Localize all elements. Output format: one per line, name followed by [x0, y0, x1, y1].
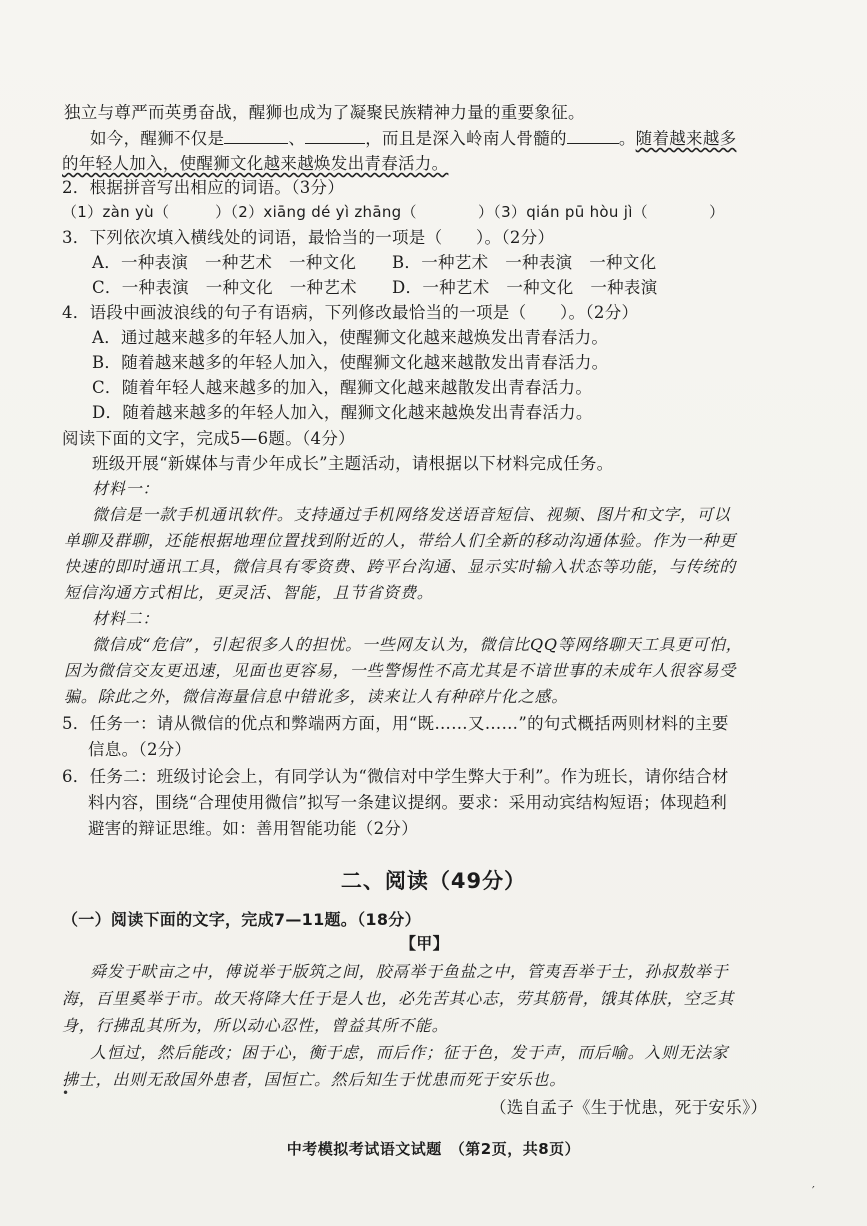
material-1-line-4: 短信沟通方式相比，更灵活、智能，且节省资费。 — [64, 583, 434, 602]
blank-3 — [567, 127, 619, 144]
q4-option-b: B．随着越来越多的年轻人加入，使醒狮文化越来越散发出青春活力。 — [92, 353, 609, 372]
scan-dot: • — [62, 1086, 70, 1100]
q4-option-c: C．随着年轻人越来越多的加入，醒狮文化越来越散发出青春活力。 — [92, 378, 593, 397]
classical-p1-line-3: 身，行拂乱其所为，所以动心忍性，曾益其所不能。 — [62, 1016, 449, 1035]
q5-line-1: 5．任务一：请从微信的优点和弊端两方面，用“既……又……”的句式概括两则材料的主要 — [62, 714, 729, 733]
q3-option-a: A．一种表演 一种艺术 一种文化 — [92, 253, 357, 272]
wavy-sentence-start: 随着越来越多 — [635, 129, 737, 148]
q3-option-b: B．一种艺术 一种表演 一种文化 — [392, 253, 657, 272]
material-2-title: 材料二： — [92, 609, 160, 628]
material-2-line-3: 骗。除此之外，微信海量信息中错讹多，读来让人有种碎片化之感。 — [64, 687, 569, 706]
intro-line-1: 独立与尊严而英勇奋战，醒狮也成为了凝聚民族精神力量的重要象征。 — [64, 103, 585, 122]
passage-source: （选自孟子《生于忧患，死于安乐》） — [490, 1098, 768, 1117]
intro-sep: 、 — [288, 129, 306, 148]
q4-stem: 4．语段中画波浪线的句子有语病，下列修改最恰当的一项是（ ）。（2分） — [62, 303, 639, 322]
q2-items: （1）zàn yù（ ）（2）xiāng dé yì zhāng（ ）（3）qián pū hòu jì（ ） — [62, 203, 725, 221]
q3-option-d: D．一种艺术 一种文化 一种表演 — [392, 278, 658, 297]
material-2-line-1: 微信成“危信”，引起很多人的担忧。一些网友认为，微信比QQ等网络聊天工具更可怕， — [92, 635, 743, 654]
reading56-intro: 班级开展“新媒体与青少年成长”主题活动，请根据以下材料完成任务。 — [92, 454, 614, 473]
blank-1 — [224, 127, 288, 144]
material-1-line-3: 快速的即时通讯工具，微信具有零资费、跨平台沟通、显示实时输入状态等功能，与传统的 — [64, 557, 737, 576]
q2-stem: 2．根据拼音写出相应的词语。（3分） — [62, 178, 345, 197]
classical-p2-line-1: 人恒过，然后能改；困于心，衡于虑，而后作；征于色，发于声，而后喻。入则无法家 — [90, 1043, 729, 1062]
section-2-subheading: （一）阅读下面的文字，完成7—11题。（18分） — [62, 910, 421, 929]
q4-option-a: A．通过越来越多的年轻人加入，使醒狮文化越来越焕发出青春活力。 — [92, 328, 609, 347]
reading56-header: 阅读下面的文字，完成5—6题。（4分） — [62, 429, 355, 448]
q6-line-2: 料内容，围绕“合理使用微信”拟写一条建议提纲。要求：采用动宾结构短语；体现趋利 — [88, 793, 728, 812]
q3-option-c: C．一种表演 一种文化 一种艺术 — [92, 278, 357, 297]
q5-line-2: 信息。（2分） — [88, 740, 192, 759]
wavy-sentence-end: 的年轻人加入，使醒狮文化越来越焕发出青春活力。 — [62, 154, 449, 173]
intro-line-2-a: 如今，醒狮不仅是 — [90, 129, 225, 148]
intro-line-2-c: 。 — [618, 129, 636, 148]
page-footer: 中考模拟考试语文试题 （第2页，共8页） — [286, 1140, 581, 1158]
intro-line-2-b: ，而且是深入岭南人骨髓的 — [365, 129, 567, 148]
q3-stem: 3．下列依次填入横线处的词语，最恰当的一项是（ ）。（2分） — [62, 228, 555, 247]
section-2-title: 二、阅读（49分） — [340, 869, 527, 893]
passage-label-jia: 【甲】 — [400, 934, 449, 953]
material-1-line-1: 微信是一款手机通讯软件。支持通过手机网络发送语音短信、视频、图片和文字，可以 — [92, 505, 731, 524]
blank-2 — [305, 127, 365, 144]
intro-line-2 — [90, 127, 736, 151]
scan-tick: ′ — [812, 1184, 815, 1198]
material-1-line-2: 单聊及群聊，还能根据地理位置找到附近的人，带给人们全新的移动沟通体验。作为一种更 — [64, 531, 737, 550]
material-1-title: 材料一： — [92, 479, 160, 498]
q6-line-1: 6．任务二：班级讨论会上，有同学认为“微信对中学生弊大于利”。作为班长，请你结合材 — [62, 767, 729, 786]
material-2-line-2: 因为微信交友更迅速，见面也更容易，一些警惕性不高尤其是不谙世事的未成年人很容易受 — [64, 661, 737, 680]
q6-line-3: 避害的辩证思维。如：善用智能功能（2分） — [88, 819, 418, 838]
classical-p2-line-2: 拂士，出则无敌国外患者，国恒亡。然后知生于忧患而死于安乐也。 — [62, 1070, 567, 1089]
q4-option-d: D．随着越来越多的年轻人加入，醒狮文化越来越焕发出青春活力。 — [92, 403, 593, 422]
classical-p1-line-2: 海，百里奚举于市。故天将降大任于是人也，必先苦其心志，劳其筋骨，饿其体肤，空乏其 — [62, 989, 735, 1008]
classical-p1-line-1: 舜发于畎亩之中，傅说举于版筑之间，胶鬲举于鱼盐之中，管夷吾举于士，孙叔敖举于 — [90, 962, 729, 981]
